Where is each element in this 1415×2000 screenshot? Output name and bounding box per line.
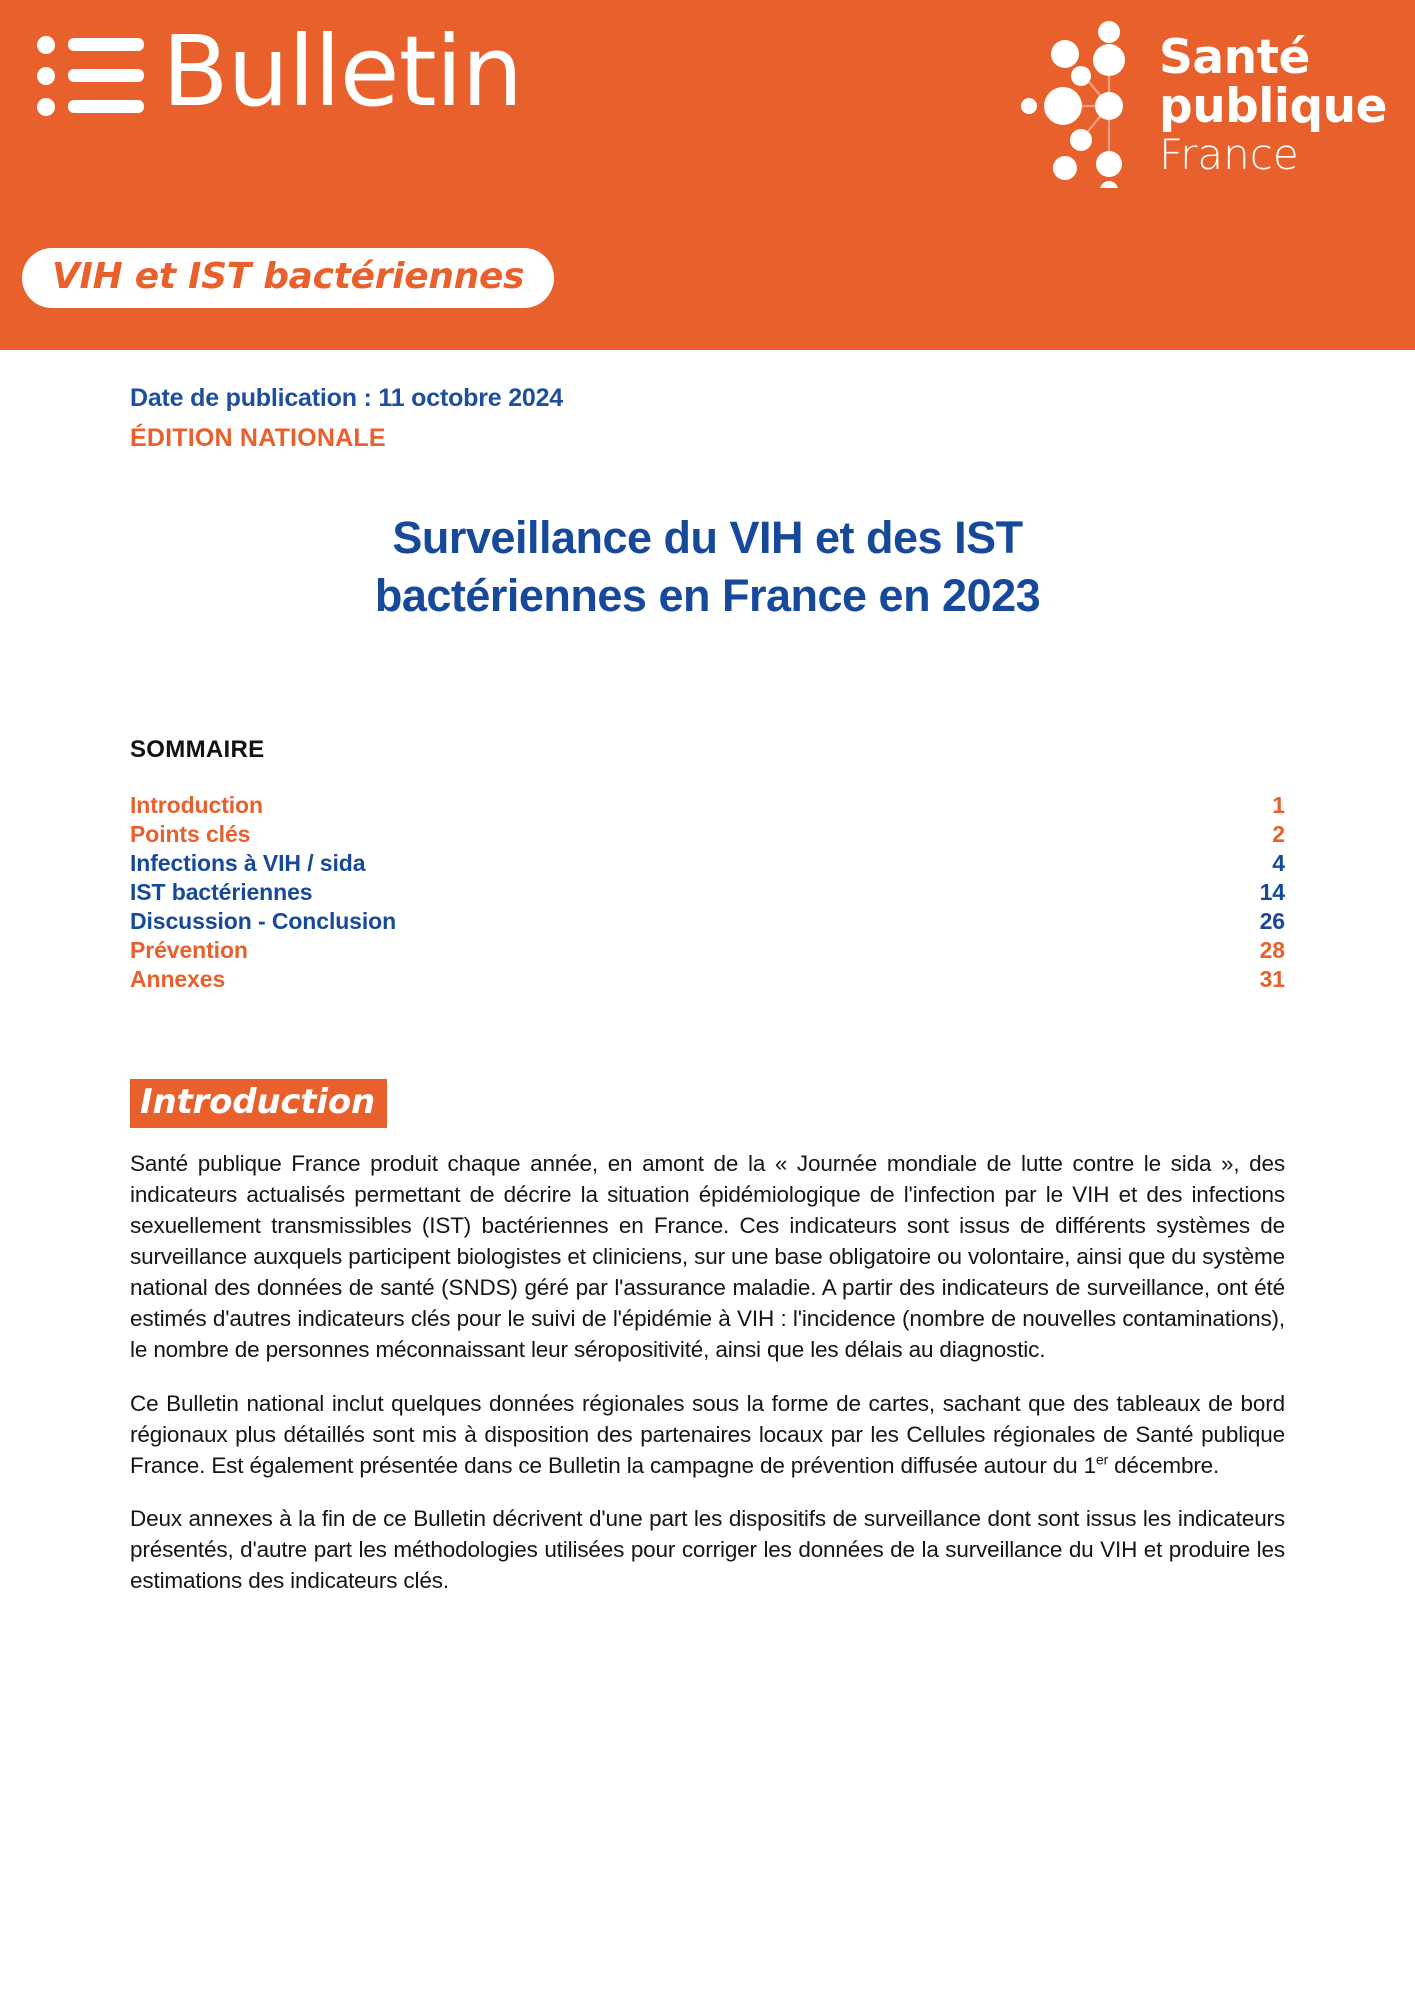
toc-row[interactable]: [130, 850, 1285, 879]
toc-entry-page: 28: [1259, 937, 1285, 964]
sommaire-heading: SOMMAIRE: [130, 736, 265, 764]
toc-entry-label[interactable]: Infections à VIH / sida: [130, 850, 366, 877]
bulletin-logo-lockup: [34, 15, 523, 128]
table-of-contents: [130, 792, 1285, 995]
page-title-line-2: bactériennes en France en 2023: [374, 569, 1041, 621]
page-title-line-1: Surveillance du VIH et des IST: [392, 512, 1023, 563]
toc-entry-page: 14: [1259, 879, 1285, 906]
spf-logo-line-publique: publique: [1159, 79, 1387, 134]
spf-logo-line-france: France: [1159, 130, 1299, 179]
intro-paragraph-3: Deux annexes à la fin de ce Bulletin décrivent d'une part les dispositifs de surveillance dont sont issus les indicateurs présentés, d'autre part les méthodologies utilisées pour corriger les données de la surveillance du VIH et produire les estimations des indicateurs clés.: [130, 1505, 1285, 1593]
toc-entry-page: 2: [1272, 821, 1285, 848]
toc-row[interactable]: [130, 937, 1285, 966]
toc-entry-page: 1: [1272, 792, 1285, 819]
ordinal-superscript: er: [1095, 1451, 1109, 1468]
toc-entry-page: 4: [1272, 850, 1285, 877]
intro-paragraph-2: [130, 1388, 1285, 1481]
topic-badge: [22, 248, 554, 308]
toc-entry-label[interactable]: Discussion - Conclusion: [130, 908, 397, 935]
network-dots-icon: [1013, 18, 1145, 188]
bulletin-wordmark: Bulletin: [162, 15, 523, 128]
toc-entry-page: 26: [1259, 908, 1285, 935]
toc-row[interactable]: [130, 821, 1285, 850]
intro-paragraph-1: Santé publique France produit chaque année, en amont de la « Journée mondiale de lutte contre le sida », des indicateurs actualisés permettant de décrire la situation épidémiologique de l'infection par le VIH et des infections sexuellement transmissibles (IST) bactériennes en France. Ces indicateurs sont issus de différents systèmes de surveillance auxquels participent biologistes et cliniciens, sur une base obligatoire ou volontaire, ainsi que du système national des données de santé (SNDS) géré par l'assurance maladie. A partir des indicateurs de surveillance, ont été estimés d'autres indicateurs clés pour le suivi de l'épidémie à VIH : l'incidence (nombre de nouvelles contaminations), le nombre de personnes méconnaissant leur séropositivité, ainsi que les délais au diagnostic.: [130, 1151, 1285, 1363]
masthead-banner: [0, 0, 1415, 350]
toc-entry-label[interactable]: Prévention: [130, 937, 248, 964]
toc-row[interactable]: [130, 908, 1285, 937]
toc-entry-page: 31: [1259, 966, 1285, 993]
toc-entry-label[interactable]: Annexes: [130, 966, 226, 993]
spf-wordmark: [1159, 18, 1387, 179]
intro-paragraph-2-text-after: décembre.: [1108, 1452, 1220, 1478]
section-heading-introduction: Introduction: [130, 1079, 387, 1128]
toc-entry-label[interactable]: Points clés: [130, 821, 251, 848]
intro-paragraph-2-text-before: Ce Bulletin national inclut quelques données régionales sous la forme de cartes, sachant que des tableaux de bord régionaux plus détaillés sont mis à disposition des partenaires locaux par les Cellules régionales de Santé publique France. Est également présentée dans ce Bulletin la campagne de prévention diffusée autour du 1: [130, 1390, 1285, 1478]
toc-entry-label[interactable]: IST bactériennes: [130, 879, 313, 906]
publication-date: Date de publication : 11 octobre 2024: [130, 384, 564, 412]
document-body: [0, 384, 1415, 1596]
sante-publique-france-logo: [1013, 18, 1387, 188]
topic-badge-label: VIH et IST bactériennes: [52, 255, 525, 297]
toc-row[interactable]: [130, 966, 1285, 995]
toc-row[interactable]: [130, 792, 1285, 821]
spf-logo-line-sante: Santé: [1159, 30, 1310, 85]
toc-entry-label[interactable]: Introduction: [130, 792, 263, 819]
toc-row[interactable]: [130, 879, 1285, 908]
page-title: [130, 509, 1285, 624]
bullet-list-icon: [34, 33, 146, 119]
edition-label: ÉDITION NATIONALE: [130, 424, 386, 452]
